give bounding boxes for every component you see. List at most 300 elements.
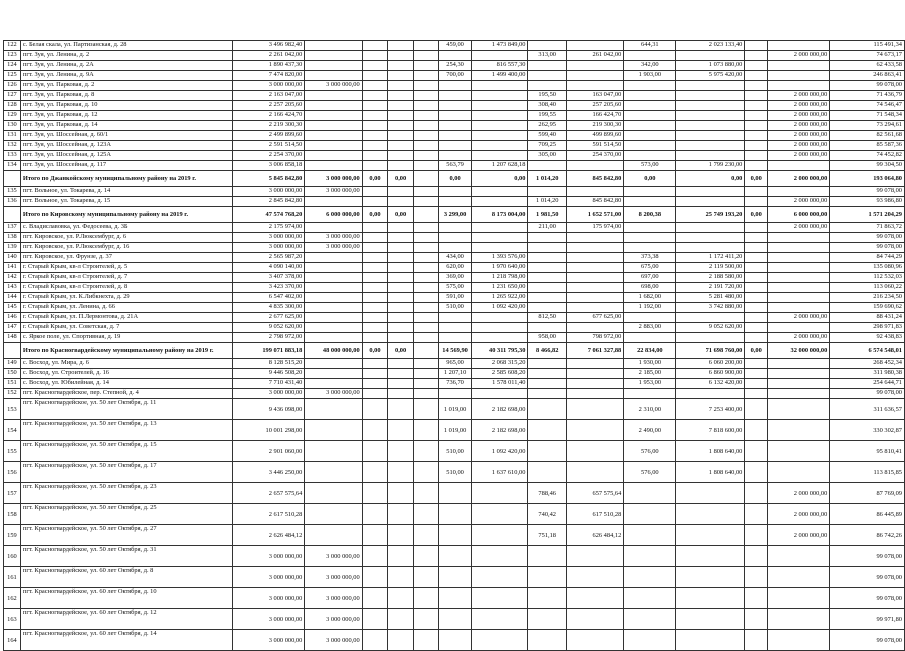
table-row — [4, 51, 905, 61]
cell-num: 124 — [4, 61, 21, 71]
table-row — [4, 223, 905, 233]
cell-e — [439, 101, 472, 111]
cell-i: 2 883,00 — [624, 323, 676, 333]
cell-addr: пгт. Красногвардейское, ул. 50 лет Октября, д. 13 — [20, 420, 232, 441]
cell-f — [472, 81, 528, 91]
cell-f: 1 499 400,00 — [472, 71, 528, 81]
cell-e — [439, 223, 472, 233]
cell-b — [362, 121, 388, 131]
cell-m: 112 532,03 — [830, 273, 905, 283]
cell-f: 2 585 608,20 — [472, 369, 528, 379]
cell-j — [676, 333, 745, 343]
cell-addr: Итого по Кировскому муниципальному району на 2019 г. — [20, 207, 232, 223]
table-row — [4, 81, 905, 91]
cell-h — [567, 187, 624, 197]
cell-f: 40 311 795,30 — [472, 343, 528, 359]
cell-addr: пгт. Красногвардейское, ул. 60 лет Октября, д. 8 — [20, 567, 232, 588]
cell-g — [528, 303, 567, 313]
cell-m: 216 234,50 — [830, 293, 905, 303]
cell-total: 2 261 042,00 — [233, 51, 305, 61]
cell-a — [305, 111, 362, 121]
table-row — [4, 441, 905, 462]
cell-empty — [413, 609, 438, 630]
cell-a — [305, 313, 362, 323]
cell-b — [362, 441, 388, 462]
cell-g — [528, 359, 567, 369]
table-row — [4, 293, 905, 303]
cell-m: 99 304,50 — [830, 161, 905, 171]
cell-c — [388, 233, 414, 243]
cell-i — [624, 504, 676, 525]
cell-k — [745, 161, 768, 171]
cell-c: 0,00 — [388, 171, 414, 187]
cell-h — [567, 546, 624, 567]
cell-k — [745, 71, 768, 81]
cell-i: 576,00 — [624, 462, 676, 483]
cell-m: 330 302,87 — [830, 420, 905, 441]
cell-k — [745, 283, 768, 293]
cell-empty — [413, 263, 438, 273]
cell-num: 130 — [4, 121, 21, 131]
cell-f: 816 557,30 — [472, 61, 528, 71]
cell-d: 3 299,00 — [439, 207, 472, 223]
cell-f — [472, 51, 528, 61]
cell-a — [305, 91, 362, 101]
cell-b — [362, 379, 388, 389]
cell-m: 246 863,41 — [830, 71, 905, 81]
cell-e: 591,00 — [439, 293, 472, 303]
cell-total: 3 000 000,00 — [233, 81, 305, 91]
cell-j — [676, 567, 745, 588]
cell-addr: пгт. Красногвардейское, пер. Степной, д. 4 — [20, 389, 232, 399]
cell-empty — [413, 333, 438, 343]
cell-addr: пгт. Красногвардейское, ул. 60 лет Октября, д. 10 — [20, 588, 232, 609]
cell-f — [472, 313, 528, 323]
cell-num: 135 — [4, 187, 21, 197]
cell-h: 845 842,80 — [567, 171, 624, 187]
cell-a — [305, 293, 362, 303]
cell-h — [567, 253, 624, 263]
cell-total: 47 574 768,20 — [233, 207, 305, 223]
cell-e — [439, 546, 472, 567]
cell-a — [305, 483, 362, 504]
cell-m: 74 452,82 — [830, 151, 905, 161]
cell-g — [528, 263, 567, 273]
cell-num: 148 — [4, 333, 21, 343]
cell-num: 132 — [4, 141, 21, 151]
cell-total: 2 591 514,50 — [233, 141, 305, 151]
cell-empty — [413, 161, 438, 171]
cell-m: 86 742,26 — [830, 525, 905, 546]
cell-empty — [413, 420, 438, 441]
cell-addr: пгт. Красногвардейское, ул. 50 лет Октября, д. 25 — [20, 504, 232, 525]
cell-h: 657 575,64 — [567, 483, 624, 504]
cell-c — [388, 420, 414, 441]
cell-b — [362, 525, 388, 546]
cell-h — [567, 263, 624, 273]
cell-empty — [413, 323, 438, 333]
cell-k — [745, 253, 768, 263]
cell-a — [305, 71, 362, 81]
cell-c — [388, 399, 414, 420]
table-row — [4, 609, 905, 630]
cell-e: 369,00 — [439, 273, 472, 283]
cell-addr: г. Старый Крым, кв-л Строителей, д. 5 — [20, 263, 232, 273]
cell-f: 1 473 849,00 — [472, 41, 528, 51]
cell-c — [388, 588, 414, 609]
cell-i: 342,00 — [624, 61, 676, 71]
cell-c — [388, 101, 414, 111]
cell-empty — [413, 630, 438, 651]
cell-addr: г. Старый Крым, ул. П.Лермонтова, д. 21А — [20, 313, 232, 323]
cell-g — [528, 379, 567, 389]
cell-k — [745, 462, 768, 483]
cell-m: 298 971,83 — [830, 323, 905, 333]
cell-a — [305, 379, 362, 389]
cell-e — [439, 81, 472, 91]
cell-l — [768, 420, 830, 441]
table-row — [4, 567, 905, 588]
table-row — [4, 525, 905, 546]
cell-c — [388, 151, 414, 161]
cell-f — [472, 187, 528, 197]
cell-m: 311 980,38 — [830, 369, 905, 379]
cell-g — [528, 253, 567, 263]
cell-num: 152 — [4, 389, 21, 399]
cell-b — [362, 293, 388, 303]
cell-a — [305, 61, 362, 71]
cell-num: 123 — [4, 51, 21, 61]
cell-m: 87 769,09 — [830, 483, 905, 504]
cell-k — [745, 61, 768, 71]
cell-m: 71 863,72 — [830, 223, 905, 233]
cell-m: 159 690,62 — [830, 303, 905, 313]
cell-addr: с. Владиславовка, ул. Федосеева, д. 3Б — [20, 223, 232, 233]
cell-f — [472, 197, 528, 207]
cell-num — [4, 171, 21, 187]
table-row — [4, 61, 905, 71]
cell-c — [388, 131, 414, 141]
cell-b — [362, 41, 388, 51]
table-row — [4, 41, 905, 51]
cell-b — [362, 273, 388, 283]
cell-i: 576,00 — [624, 441, 676, 462]
cell-l — [768, 323, 830, 333]
cell-m: 82 561,68 — [830, 131, 905, 141]
cell-total: 7 710 431,40 — [233, 379, 305, 389]
cell-empty — [413, 504, 438, 525]
cell-c — [388, 41, 414, 51]
cell-a — [305, 441, 362, 462]
cell-e: 510,00 — [439, 441, 472, 462]
cell-i — [624, 91, 676, 101]
cell-total: 3 000 000,00 — [233, 630, 305, 651]
cell-f — [472, 504, 528, 525]
cell-a — [305, 359, 362, 369]
cell-e — [439, 630, 472, 651]
cell-k — [745, 379, 768, 389]
cell-l: 2 000 000,00 — [768, 333, 830, 343]
cell-total: 2 499 899,60 — [233, 131, 305, 141]
cell-i — [624, 243, 676, 253]
cell-k — [745, 609, 768, 630]
cell-addr: пгт. Красногвардейское, ул. 60 лет Октября, д. 14 — [20, 630, 232, 651]
cell-b — [362, 233, 388, 243]
cell-b — [362, 111, 388, 121]
cell-g — [528, 61, 567, 71]
cell-a: 3 000 000,00 — [305, 567, 362, 588]
table-row — [4, 91, 905, 101]
table-row — [4, 151, 905, 161]
cell-a — [305, 504, 362, 525]
cell-a: 3 000 000,00 — [305, 233, 362, 243]
cell-l: 2 000 000,00 — [768, 223, 830, 233]
table-row — [4, 323, 905, 333]
cell-c — [388, 359, 414, 369]
cell-m: 99 078,00 — [830, 233, 905, 243]
cell-k — [745, 293, 768, 303]
cell-i — [624, 81, 676, 91]
cell-g — [528, 71, 567, 81]
cell-f: 1 265 922,00 — [472, 293, 528, 303]
cell-m: 92 438,83 — [830, 333, 905, 343]
cell-num: 154 — [4, 420, 21, 441]
table-row — [4, 588, 905, 609]
cell-num: 139 — [4, 243, 21, 253]
cell-m: 113 060,22 — [830, 283, 905, 293]
cell-f — [472, 121, 528, 131]
cell-i — [624, 223, 676, 233]
cell-k — [745, 630, 768, 651]
table-row — [4, 333, 905, 343]
cell-c — [388, 111, 414, 121]
cell-i: 373,38 — [624, 253, 676, 263]
cell-l — [768, 399, 830, 420]
cell-h — [567, 323, 624, 333]
cell-k — [745, 441, 768, 462]
cell-g — [528, 588, 567, 609]
cell-b — [362, 253, 388, 263]
cell-e: 563,79 — [439, 161, 472, 171]
cell-h — [567, 161, 624, 171]
cell-m: 268 452,34 — [830, 359, 905, 369]
cell-empty — [413, 243, 438, 253]
cell-j — [676, 389, 745, 399]
cell-m: 311 636,57 — [830, 399, 905, 420]
cell-b — [362, 483, 388, 504]
cell-total: 2 626 484,12 — [233, 525, 305, 546]
cell-f — [472, 233, 528, 243]
cell-k — [745, 121, 768, 131]
cell-a: 3 000 000,00 — [305, 171, 362, 187]
cell-h: 499 899,60 — [567, 131, 624, 141]
cell-addr: пгт. Зуя, ул. Ленина, д. 9А — [20, 71, 232, 81]
cell-b — [362, 151, 388, 161]
cell-k — [745, 389, 768, 399]
cell-a: 3 000 000,00 — [305, 389, 362, 399]
cell-l — [768, 630, 830, 651]
cell-addr: пгт. Зуя, ул. Шоссейная, д. 123А — [20, 141, 232, 151]
cell-a — [305, 253, 362, 263]
cell-e — [439, 197, 472, 207]
cell-l — [768, 359, 830, 369]
cell-k — [745, 197, 768, 207]
cell-a — [305, 283, 362, 293]
cell-l — [768, 61, 830, 71]
table-body — [4, 41, 905, 651]
cell-j: 2 023 133,40 — [676, 41, 745, 51]
cell-g: 599,40 — [528, 131, 567, 141]
cell-empty — [413, 141, 438, 151]
cell-l: 2 000 000,00 — [768, 151, 830, 161]
cell-f: 1 970 640,00 — [472, 263, 528, 273]
cell-addr: с. Восход, ул. Мира, д. 6 — [20, 359, 232, 369]
cell-a: 6 000 000,00 — [305, 207, 362, 223]
cell-e — [439, 504, 472, 525]
cell-empty — [413, 293, 438, 303]
cell-f: 2 068 315,20 — [472, 359, 528, 369]
cell-a — [305, 141, 362, 151]
cell-g — [528, 389, 567, 399]
table-row — [4, 283, 905, 293]
cell-j — [676, 101, 745, 111]
cell-e: 700,00 — [439, 71, 472, 81]
cell-k — [745, 91, 768, 101]
cell-i: 1 903,00 — [624, 71, 676, 81]
cell-a — [305, 223, 362, 233]
cell-h — [567, 462, 624, 483]
cell-addr: пгт. Зуя, ул. Парковая, д. 8 — [20, 91, 232, 101]
cell-e — [439, 151, 472, 161]
cell-a — [305, 41, 362, 51]
cell-h — [567, 379, 624, 389]
cell-j: 6 860 900,00 — [676, 369, 745, 379]
cell-m: 6 574 548,01 — [830, 343, 905, 359]
cell-c — [388, 161, 414, 171]
cell-a — [305, 131, 362, 141]
cell-i — [624, 546, 676, 567]
cell-c — [388, 333, 414, 343]
cell-empty — [413, 399, 438, 420]
cell-empty — [413, 81, 438, 91]
cell-i: 2 310,00 — [624, 399, 676, 420]
cell-b — [362, 567, 388, 588]
cell-l — [768, 369, 830, 379]
cell-addr: пгт. Кировское, ул. Р.Люксембург, д. 16 — [20, 243, 232, 253]
cell-total: 2 219 300,30 — [233, 121, 305, 131]
cell-num — [4, 207, 21, 223]
cell-b — [362, 303, 388, 313]
cell-m: 99 078,00 — [830, 630, 905, 651]
cell-h — [567, 243, 624, 253]
cell-k — [745, 546, 768, 567]
cell-total: 3 000 000,00 — [233, 389, 305, 399]
cell-b — [362, 369, 388, 379]
cell-total: 2 166 424,70 — [233, 111, 305, 121]
cell-k — [745, 399, 768, 420]
cell-l: 2 000 000,00 — [768, 101, 830, 111]
cell-c — [388, 609, 414, 630]
cell-f: 2 182 698,00 — [472, 399, 528, 420]
cell-k — [745, 359, 768, 369]
cell-h — [567, 293, 624, 303]
cell-b — [362, 91, 388, 101]
cell-num: 159 — [4, 525, 21, 546]
cell-i: 1 930,00 — [624, 359, 676, 369]
cell-b — [362, 197, 388, 207]
cell-b — [362, 323, 388, 333]
cell-l — [768, 567, 830, 588]
cell-c — [388, 313, 414, 323]
cell-addr: г. Старый Крым, ул. Советская, д. 7 — [20, 323, 232, 333]
cell-k — [745, 333, 768, 343]
cell-k — [745, 111, 768, 121]
cell-i: 2 490,00 — [624, 420, 676, 441]
cell-total: 4 835 300,00 — [233, 303, 305, 313]
cell-l — [768, 609, 830, 630]
cell-l — [768, 41, 830, 51]
cell-j: 1 808 640,00 — [676, 462, 745, 483]
cell-a — [305, 303, 362, 313]
cell-l: 2 000 000,00 — [768, 131, 830, 141]
cell-a: 3 000 000,00 — [305, 81, 362, 91]
cell-i — [624, 630, 676, 651]
cell-empty — [413, 389, 438, 399]
cell-g — [528, 273, 567, 283]
cell-b — [362, 399, 388, 420]
cell-h: 163 047,00 — [567, 91, 624, 101]
cell-total: 3 006 858,18 — [233, 161, 305, 171]
cell-num: 158 — [4, 504, 21, 525]
cell-g — [528, 546, 567, 567]
cell-g — [528, 243, 567, 253]
cell-num: 140 — [4, 253, 21, 263]
cell-num: 133 — [4, 151, 21, 161]
cell-empty — [413, 313, 438, 323]
cell-empty — [413, 111, 438, 121]
cell-b — [362, 243, 388, 253]
cell-c — [388, 546, 414, 567]
cell-h: 254 370,00 — [567, 151, 624, 161]
cell-m: 86 445,89 — [830, 504, 905, 525]
cell-total: 2 163 047,00 — [233, 91, 305, 101]
cell-addr: пгт. Вольное, ул. Токарева, д. 15 — [20, 197, 232, 207]
cell-e — [439, 323, 472, 333]
cell-b — [362, 141, 388, 151]
cell-j — [676, 151, 745, 161]
cell-total: 3 000 000,00 — [233, 187, 305, 197]
table-row — [4, 197, 905, 207]
cell-empty — [413, 91, 438, 101]
cell-c — [388, 369, 414, 379]
cell-c — [388, 379, 414, 389]
table-row — [4, 121, 905, 131]
cell-total: 9 052 620,00 — [233, 323, 305, 333]
cell-c — [388, 223, 414, 233]
table-row — [4, 462, 905, 483]
cell-h: 1 652 571,00 — [567, 207, 624, 223]
cell-addr: пгт. Зуя, ул. Парковая, д. 12 — [20, 111, 232, 121]
cell-i — [624, 187, 676, 197]
cell-addr: пгт. Красногвардейское, ул. 60 лет Октября, д. 12 — [20, 609, 232, 630]
cell-k — [745, 51, 768, 61]
cell-i: 22 834,00 — [624, 343, 676, 359]
cell-i: 1 953,00 — [624, 379, 676, 389]
cell-l: 2 000 000,00 — [768, 483, 830, 504]
cell-g — [528, 81, 567, 91]
cell-m: 62 433,58 — [830, 61, 905, 71]
cell-a — [305, 462, 362, 483]
